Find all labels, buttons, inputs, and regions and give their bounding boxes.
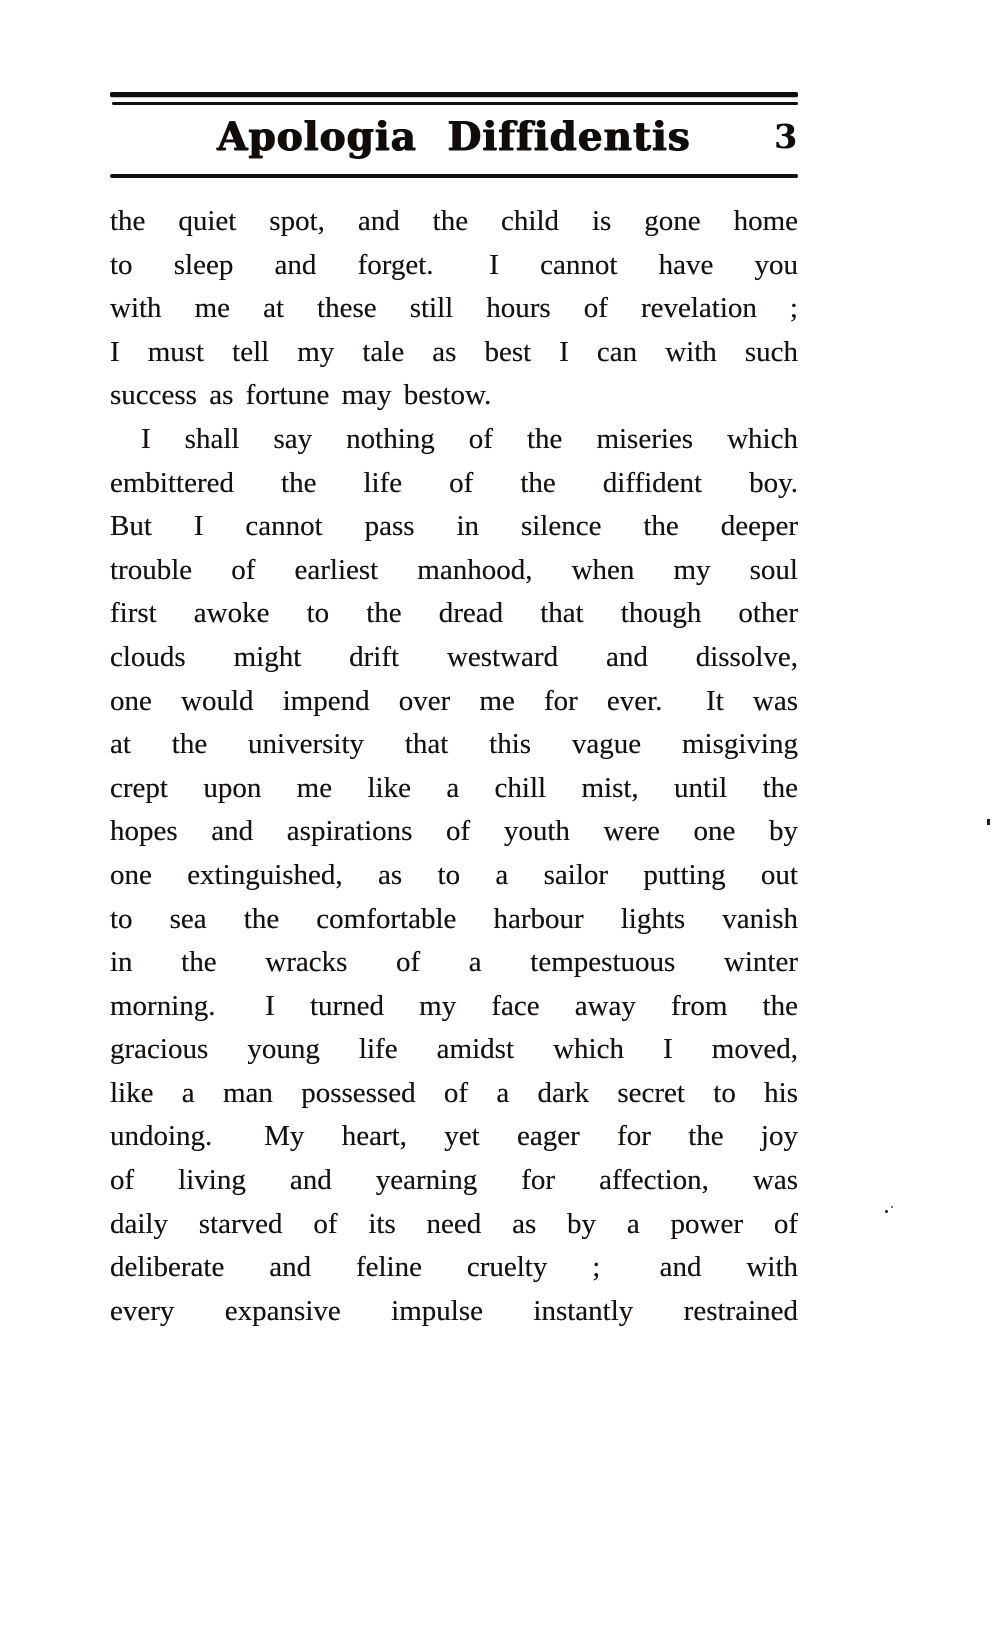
text-line: trouble of earliest manhood, when my soul <box>110 553 798 586</box>
text-line: I must tell my tale as best I can with such <box>110 335 798 368</box>
top-double-rule-thin <box>112 102 798 105</box>
text-line: first awoke to the dread that though other <box>110 597 798 630</box>
page-number: 3 <box>774 117 797 156</box>
text-line: one would impend over me for ever. It was <box>110 684 798 717</box>
text-line: clouds might drift westward and dissolve, <box>110 640 798 673</box>
scan-speck <box>891 1206 893 1208</box>
header-underline-rule <box>110 174 798 178</box>
body-text <box>110 200 798 1333</box>
text-line: the quiet spot, and the child is gone home <box>110 205 798 237</box>
text-line: with me at these still hours of revelation ; <box>110 292 798 325</box>
text-line: of living and yearning for affection, was <box>110 1164 798 1197</box>
text-line: success as fortune may bestow. <box>110 379 492 412</box>
text-line: crept upon me like a chill mist, until the <box>110 771 798 804</box>
running-head <box>110 108 798 166</box>
text-line: undoing. My heart, yet eager for the joy <box>110 1120 798 1153</box>
text-line: at the university that this vague misgiving <box>110 728 798 761</box>
text-line: in the wracks of a tempestuous winter <box>110 946 798 979</box>
text-line: I shall say nothing of the miseries which <box>141 422 798 455</box>
text-line: like a man possessed of a dark secret to his <box>110 1076 798 1109</box>
text-line: to sleep and forget. I cannot have you <box>110 248 798 281</box>
text-line: morning. I turned my face away from the <box>110 989 798 1022</box>
scan-speck <box>885 1210 888 1213</box>
text-line: But I cannot pass in silence the deeper <box>110 510 798 543</box>
text-line: daily starved of its need as by a power of <box>110 1207 798 1240</box>
text-line: gracious young life amidst which I moved, <box>110 1033 798 1066</box>
text-line: embittered the life of the diffident boy. <box>110 466 798 499</box>
running-head-title: Apologia Diffidentis <box>217 114 691 160</box>
scan-speck <box>987 819 990 825</box>
top-double-rule-thick <box>110 92 798 97</box>
text-line: every expansive impulse instantly restrained <box>110 1294 798 1327</box>
text-line: hopes and aspirations of youth were one by <box>110 815 798 848</box>
text-line: one extinguished, as to a sailor putting out <box>110 858 798 891</box>
text-line: deliberate and feline cruelty ; and with <box>110 1251 798 1284</box>
text-line: to sea the comfortable harbour lights vanish <box>110 902 798 935</box>
